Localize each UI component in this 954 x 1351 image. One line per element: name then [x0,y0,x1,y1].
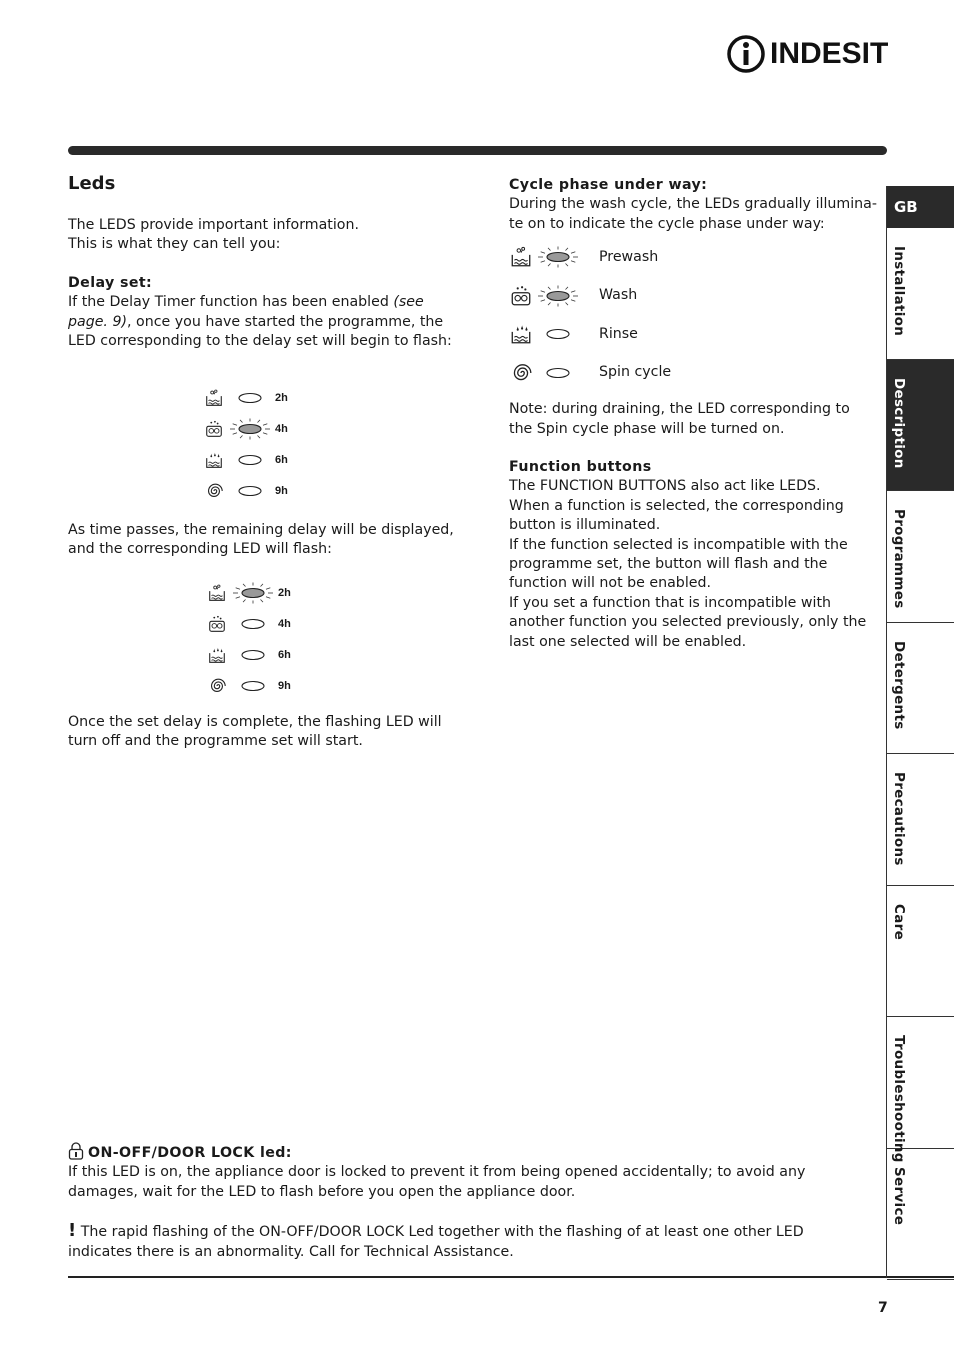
intro-line: This is what they can tell you: [68,236,281,253]
delay-label: 9h [278,679,291,692]
warning-mark: ! [68,1220,77,1242]
delay-led-row [206,639,291,670]
delay-led-row [206,608,291,639]
wash-icon [509,284,533,308]
led-icon [228,675,278,697]
complete-text: Once the set delay is complete, the flashing LED will turn off and the programme set will start. [68,714,442,750]
logo-text: INDESIT [770,37,889,70]
flashing-led-icon [533,246,583,268]
led-icon [533,323,583,345]
spin-icon [203,480,225,502]
function-text: If the function selected is incompatible with the programme set, the button will flash and the function will not be enabled. [509,536,848,592]
delay-label: 6h [278,648,291,661]
language-tab[interactable]: GB [887,186,954,228]
function-text: When a function is selected, the corresponding button is illuminated. [509,497,844,534]
function-text: The FUNCTION BUTTONS also act like LEDS. [509,478,821,495]
cycle-text: During the wash cycle, the LEDs gradually illumina- te on to indicate the cycle phase under way: [509,196,877,232]
page-number: 7 [878,1300,888,1316]
phase-row [509,277,877,316]
door-lock-section [68,1142,858,1262]
lock-heading-line [68,1142,858,1163]
phase-name: Rinse [599,325,638,342]
function-text: If you set a function that is incompatible with another function you selected previously, only the last one selected will be enabled. [509,594,867,650]
sidebar-tab-label: Programmes [891,509,907,609]
sidebar-tab-label: Care [891,903,907,940]
delay-led-table-1 [203,382,288,506]
sidebar-tab-service[interactable] [887,1149,954,1281]
function-heading: Function buttons [509,459,652,476]
sidebar-tab-detergents[interactable] [887,623,954,755]
delay-led-row [203,413,288,444]
phase-row [509,238,877,277]
left-column [68,172,458,351]
delay-label: 4h [275,422,288,435]
led-icon [533,362,583,384]
delay-label: 4h [278,617,291,630]
led-icon [228,644,278,666]
rinse-icon [509,322,533,346]
lock-heading: ON-OFF/DOOR LOCK led: [88,1145,292,1161]
padlock-icon [68,1142,84,1160]
phase-row [509,315,877,354]
passes-paragraph [68,521,458,560]
warning-message: The rapid flashing of the ON-OFF/DOOR LOCK Led together with the flashing of at least one other LED indicates there is an abnormality. Call for Technical Assistance. [68,1224,804,1260]
lock-text: If this LED is on, the appliance door is locked to prevent it from being opened accidentally; to avoid any damages, wait for the LED to flash before you open the appliance door. [68,1164,806,1200]
rinse-icon [206,644,228,666]
phase-name: Wash [599,287,638,304]
delay-led-row [203,475,288,506]
rinse-icon [203,449,225,471]
passes-text: As time passes, the remaining delay will be displayed, and the corresponding LED will flash: [68,522,454,558]
sidebar-tab-installation[interactable] [887,228,954,360]
delay-label: 6h [275,453,288,466]
delay-text-part: If the Delay Timer function has been enabled [68,294,394,311]
brand-logo [726,34,888,74]
delay-page-ref: (see page. 9) [68,294,424,330]
spin-icon [206,675,228,697]
sidebar-tab-precautions[interactable] [887,754,954,886]
cycle-heading: Cycle phase under way: [509,177,708,193]
complete-paragraph [68,713,458,752]
sidebar-tab-label: Troubleshooting [891,1035,907,1163]
prewash-icon [509,245,533,269]
phase-name: Spin cycle [599,364,672,381]
sidebar-tab-label: Service [891,1166,907,1225]
prewash-icon [206,582,228,604]
sidebar-tab-label: Installation [891,246,907,337]
bottom-rule [68,1276,954,1278]
indesit-logo-icon [726,34,766,74]
sidebar-tab-care[interactable] [887,886,954,1018]
phase-row [509,354,877,393]
delay-heading: Delay set: [68,274,153,291]
delay-led-table-2 [206,577,291,701]
spin-icon [509,361,533,385]
flashing-led-icon [228,582,278,604]
delay-led-row [206,577,291,608]
sidebar-tab-label: Detergents [891,640,907,730]
sidebar-tab-label: Description [891,377,907,469]
wash-icon [203,418,225,440]
draining-note: Note: during draining, the LED corresponding to the Spin cycle phase will be turned on. [509,401,850,437]
warning-text [68,1221,858,1262]
delay-label: 9h [275,484,288,497]
delay-text-part: , once you have started the programme, the LED corresponding to the delay set will begin to flash: [68,313,452,350]
phase-list [509,238,877,392]
led-icon [225,449,275,471]
prewash-icon [203,387,225,409]
delay-label: 2h [275,391,288,404]
page-title: Leds [68,173,116,194]
led-icon [228,613,278,635]
sidebar-tab-troubleshooting[interactable] [887,1017,954,1163]
section-sidebar [886,186,954,1278]
delay-label: 2h [278,586,291,599]
flashing-led-icon [225,418,275,440]
led-icon [225,387,275,409]
sidebar-tab-description[interactable] [887,360,954,492]
delay-led-row [206,670,291,701]
sidebar-tab-label: Precautions [891,772,907,866]
intro-line: The LEDS provide important information. [68,217,359,233]
wash-icon [206,613,228,635]
top-rule [68,146,887,155]
led-icon [225,480,275,502]
delay-led-row [203,444,288,475]
delay-text [68,293,458,351]
delay-led-row [203,382,288,413]
right-column [509,176,877,652]
sidebar-tab-programmes[interactable] [887,491,954,623]
phase-name: Prewash [599,248,659,265]
flashing-led-icon [533,285,583,307]
